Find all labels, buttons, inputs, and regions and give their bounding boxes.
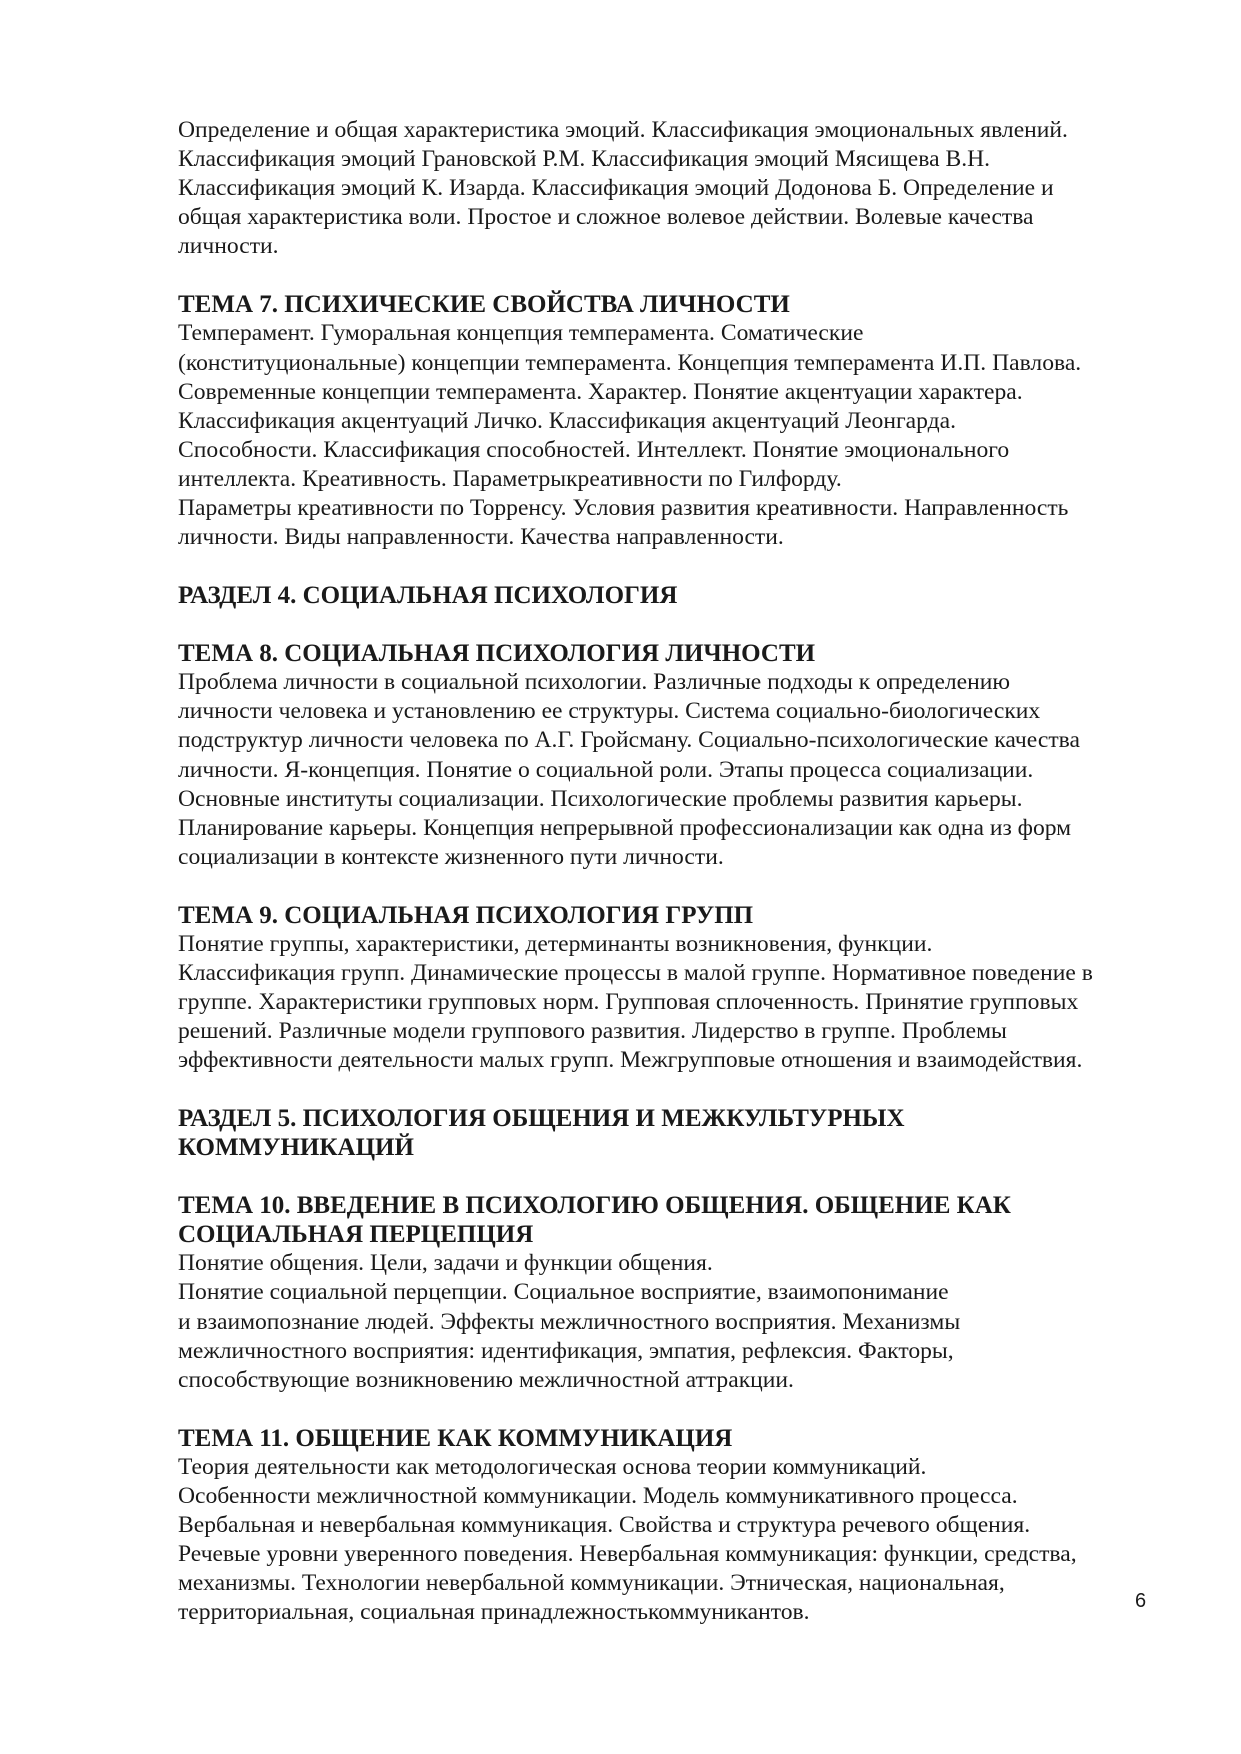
spacer [178, 261, 1168, 290]
topic-10 [178, 1191, 1168, 1394]
topic-7-line: личности. Виды направленности. Качества направленности. [178, 524, 784, 551]
topic-9-line: Понятие группы, характеристики, детерминанты возникновения, функции. [178, 930, 933, 957]
topic-8-line: Проблема личности в социальной психологии. Различные подходы к определению [178, 669, 1011, 696]
section-5-heading: КОММУНИКАЦИЙ [178, 1134, 414, 1162]
topic-7-heading: ТЕМА 7. ПСИХИЧЕСКИЕ СВОЙСТВА ЛИЧНОСТИ [178, 291, 790, 319]
topic-9-line: группе. Характеристики групповых норм. Групповая сплоченность. Принятие групповых [178, 989, 1079, 1016]
spacer [178, 1395, 1168, 1424]
topic-11 [178, 1424, 1168, 1628]
intro-line: Классификация эмоций Грановской Р.М. Классификация эмоций Мясищева В.Н. [178, 146, 991, 173]
section-5-heading: РАЗДЕЛ 5. ПСИХОЛОГИЯ ОБЩЕНИЯ И МЕЖКУЛЬТУРНЫХ [178, 1105, 905, 1133]
topic-9 [178, 901, 1168, 1075]
intro-line: Классификация эмоций К. Изарда. Классификация эмоций Додонова Б. Определение и [178, 175, 1054, 202]
topic-11-line: Теория деятельности как методологическая основа теории коммуникаций. [178, 1453, 927, 1480]
spacer [178, 872, 1168, 901]
topic-7-line: Темперамент. Гуморальная концепция темперамента. Соматические [178, 320, 864, 347]
intro-line: личности. [178, 233, 279, 260]
topic-7-line: Классификация акцентуаций Личко. Классификация акцентуаций Леонгарда. [178, 407, 956, 434]
section-4-heading: РАЗДЕЛ 4. СОЦИАЛЬНАЯ ПСИХОЛОГИЯ [178, 582, 678, 610]
intro-paragraph [178, 116, 1168, 261]
topic-9-line: решений. Различные модели группового развития. Лидерство в группе. Проблемы [178, 1018, 1007, 1045]
topic-11-line: Особенности межличностной коммуникации. Модель коммуникативного процесса. [178, 1482, 1018, 1509]
spacer [178, 552, 1168, 581]
topic-7-line: Способности. Классификация способностей. Интеллект. Понятие эмоционального [178, 436, 1010, 463]
topic-10-line: Понятие социальной перцепции. Социальное восприятие, взаимопонимание [178, 1279, 949, 1306]
topic-8-line: Основные институты социализации. Психологические проблемы развития карьеры. [178, 785, 1023, 812]
topic-10-line: межличностного восприятия: идентификация, эмпатия, рефлексия. Факторы, [178, 1337, 954, 1364]
topic-11-line: механизмы. Технологии невербальной коммуникации. Этническая, национальная, [178, 1570, 1005, 1597]
spacer [178, 1162, 1168, 1191]
topic-8-heading: ТЕМА 8. СОЦИАЛЬНАЯ ПСИХОЛОГИЯ ЛИЧНОСТИ [178, 640, 816, 668]
topic-7-line: Параметры креативности по Торренсу. Условия развития креативности. Направленность [178, 495, 1069, 522]
topic-7 [178, 290, 1168, 552]
topic-8-line: личности. Я-концепция. Понятие о социальной роли. Этапы процесса социализации. [178, 756, 1034, 783]
topic-7-line: (конституциональные) концепции темперамента. Концепция темперамента И.П. Павлова. [178, 349, 1082, 376]
spacer [178, 1075, 1168, 1104]
topic-10-line: и взаимопознание людей. Эффекты межличностного восприятия. Механизмы [178, 1308, 961, 1335]
topic-7-line: интеллекта. Креативность. Параметрыкреативности по Гилфорду. [178, 465, 842, 492]
topic-10-heading: ТЕМА 10. ВВЕДЕНИЕ В ПСИХОЛОГИЮ ОБЩЕНИЯ. ОБЩЕНИЕ КАК [178, 1192, 1011, 1220]
topic-9-heading: ТЕМА 9. СОЦИАЛЬНАЯ ПСИХОЛОГИЯ ГРУПП [178, 901, 754, 929]
topic-8-line: социализации в контексте жизненного пути личности. [178, 843, 724, 870]
topic-11-line: Вербальная и невербальная коммуникация. Свойства и структура речевого общения. [178, 1512, 1031, 1538]
topic-11-line: территориальная, социальная принадлежностькоммуникантов. [178, 1599, 810, 1626]
topic-8 [178, 639, 1168, 872]
topic-8-line: личности человека и установлению ее структуры. Система социально-биологических [178, 698, 1041, 725]
spacer [178, 610, 1168, 639]
topic-9-line: эффективности деятельности малых групп. Межгрупповые отношения и взаимодействия. [178, 1047, 1083, 1074]
intro-line: общая характеристика воли. Простое и сложное волевое действии. Волевые качества [178, 204, 1034, 231]
topic-10-line: способствующие возникновению межличностной аттракции. [178, 1366, 794, 1393]
topic-9-line: Классификация групп. Динамические процессы в малой группе. Нормативное поведение в [178, 959, 1093, 986]
page-content [178, 116, 1168, 1627]
page-number: 6 [1135, 1590, 1147, 1612]
topic-8-line: Планирование карьеры. Концепция непрерывной профессионализации как одна из форм [178, 814, 1072, 841]
topic-7-line: Современные концепции темперамента. Характер. Понятие акцентуации характера. [178, 378, 1023, 405]
topic-10-line: Понятие общения. Цели, задачи и функции общения. [178, 1250, 713, 1277]
section-5 [178, 1104, 1168, 1162]
topic-11-line: Речевые уровни уверенного поведения. Невербальная коммуникация: функции, средства, [178, 1541, 1077, 1568]
topic-10-heading: СОЦИАЛЬНАЯ ПЕРЦЕПЦИЯ [178, 1221, 534, 1249]
topic-11-heading: ТЕМА 11. ОБЩЕНИЕ КАК КОММУНИКАЦИЯ [178, 1424, 733, 1452]
intro-line: Определение и общая характеристика эмоций. Классификация эмоциональных явлений. [178, 117, 1068, 143]
section-4 [178, 581, 1168, 610]
topic-8-line: подструктур личности человека по А.Г. Гройсману. Социально-психологические качества [178, 727, 1080, 754]
